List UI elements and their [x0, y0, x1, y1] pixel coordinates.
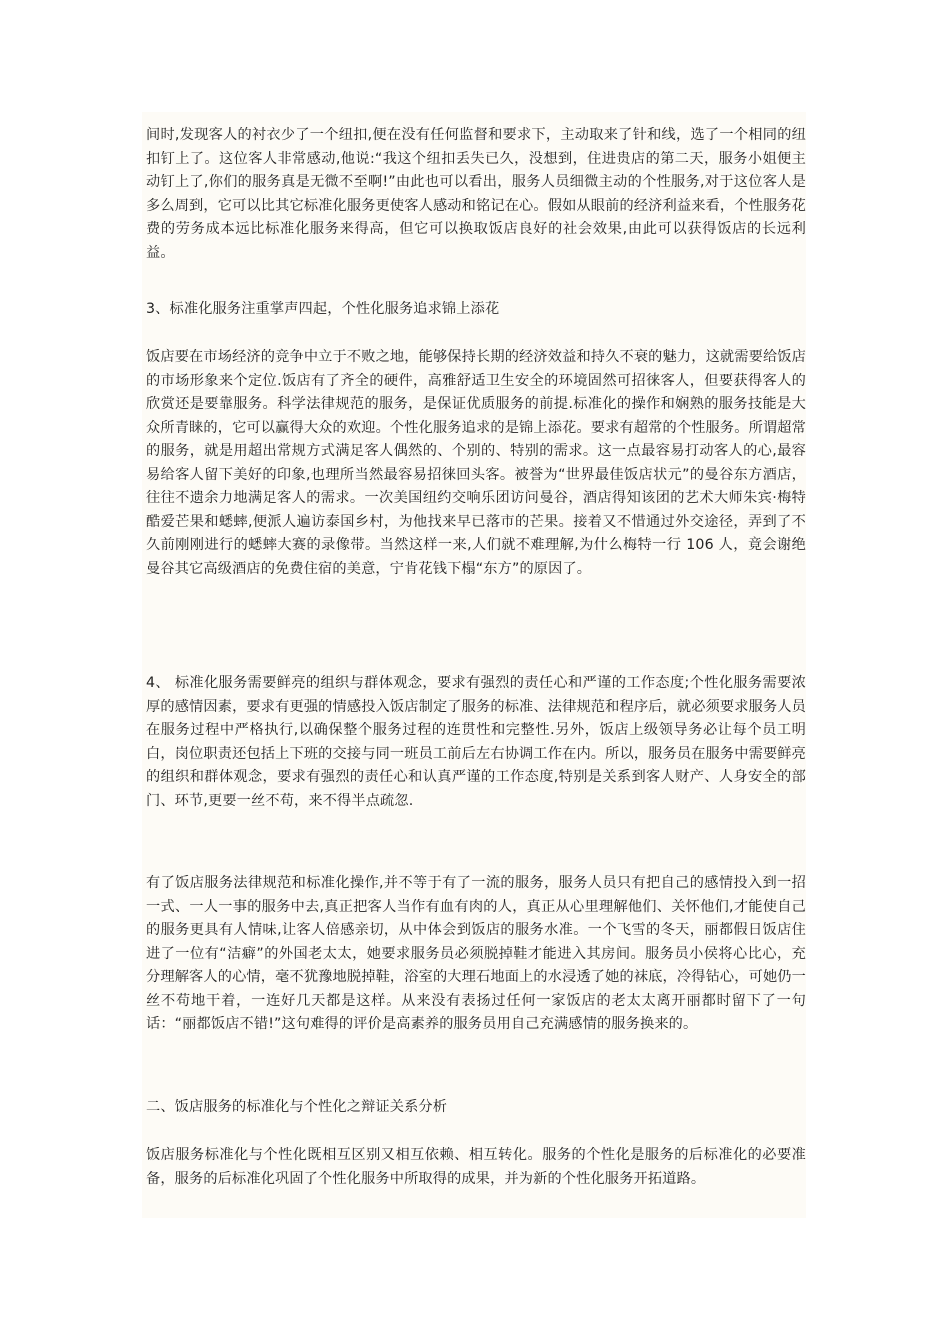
- paragraph-dialectic-relation: 饭店服务标准化与个性化既相互区别又相互依赖、相互转化。服务的个性化是服务的后标准化的必要准备，服务的后标准化巩固了个性化服务中所取得的成果，并为新的个性化服务开拓道路。: [146, 1147, 806, 1187]
- paragraph-market-positioning: 饭店要在市场经济的竞争中立于不败之地，能够保持长期的经济效益和持久不衰的魅力，这就需要给饭店的市场形象来个定位.饭店有了齐全的硬件，高雅舒适卫生安全的环境固然可招徕客人，但要获得客人的欣赏还是要靠服务。科学法律规范的服务，是保证优质服务的前提.标准化的操作和娴熟的服务技能是大众所青睐的，它可以赢得大众的欢迎。个性化服务追求的是锦上添花。要求有超常的个性服务。所谓超常的服务，就是用超出常规方式满足客人偶然的、个别的、特别的需求。这一点最容易打动客人的心,最容易给客人留下美好的印象,也理所当然最容易招徕回头客。被誉为“世界最佳饭店状元”的曼谷东方酒店，往往不遗余力地满足客人的需求。一次美国纽约交响乐团访问曼谷，酒店得知该团的艺术大师朱宾·梅特酷爱芒果和蟋蟀,便派人遍访泰国乡村，为他找来早已落市的芒果。接着又不惜通过外交途径，弄到了不久前刚刚进行的蟋蟀大赛的录像带。当然这样一来,人们就不难理解,为什么梅特一行 106 人，竟会谢绝曼谷其它高级酒店的免费住宿的美意，宁肯花钱下榻“东方”的原因了。: [146, 349, 806, 577]
- section-heading-3: 3、标准化服务注重掌声四起，个性化服务追求锦上添花: [146, 301, 500, 317]
- document-body: [142, 112, 806, 1218]
- section-heading-2: 二、饭店服务的标准化与个性化之辩证关系分析: [146, 1099, 448, 1115]
- paragraph-section-4: 4、 标准化服务需要鲜亮的组织与群体观念，要求有强烈的责任心和严谨的工作态度;个性化服务需要浓厚的感情因素，要求有更强的情感投入饭店制定了服务的标准、法律规范和程序后，就必须要求服务人员在服务过程中严格执行,以确保整个服务过程的连贯性和完整性.另外，饭店上级领导务必让每个员工明白，岗位职责还包括上下班的交接与同一班员工前后左右协调工作在内。所以，服务员在服务中需要鲜亮的组织和群体观念，要求有强烈的责任心和认真严谨的工作态度,特别是关系到客人财产、人身安全的部门、环节,更要一丝不苟，来不得半点疏忽.: [146, 675, 806, 809]
- paragraph-button-story: 间时,发现客人的衬衣少了一个纽扣,便在没有任何监督和要求下，主动取来了针和线，选了一个相同的纽扣钉上了。这位客人非常感动,他说:“我这个纽扣丢失已久，没想到，住进贵店的第二天，服务小姐便主动钉上了,你们的服务真是无微不至啊!”由此也可以看出，服务人员细微主动的个性服务,对于这位客人是多么周到，它可以比其它标准化服务更使客人感动和铭记在心。假如从眼前的经济利益来看，个性服务花费的劳务成本远比标准化服务来得高，但它可以换取饭店良好的社会效果,由此可以获得饭店的长远利益。: [146, 127, 806, 261]
- paragraph-emotional-service: 有了饭店服务法律规范和标准化操作,并不等于有了一流的服务，服务人员只有把自己的感情投入到一招一式、一人一事的服务中去,真正把客人当作有血有肉的人，真正从心里理解他们、关怀他们,才能使自己的服务更具有人情味,让客人倍感亲切，从中体会到饭店的服务水准。一个飞雪的冬天，丽都假日饭店住进了一位有“洁癖”的外国老太太，她要求服务员必须脱掉鞋才能进入其房间。服务员小侯将心比心，充分理解客人的心情，毫不犹豫地脱掉鞋，浴室的大理石地面上的水浸透了她的袜底，冷得钻心，可她仍一丝不苟地干着，一连好几天都是这样。从来没有表扬过任何一家饭店的老太太离开丽都时留下了一句话：“丽都饭店不错!”这句难得的评价是高素养的服务员用自己充满感情的服务换来的。: [146, 875, 806, 1032]
